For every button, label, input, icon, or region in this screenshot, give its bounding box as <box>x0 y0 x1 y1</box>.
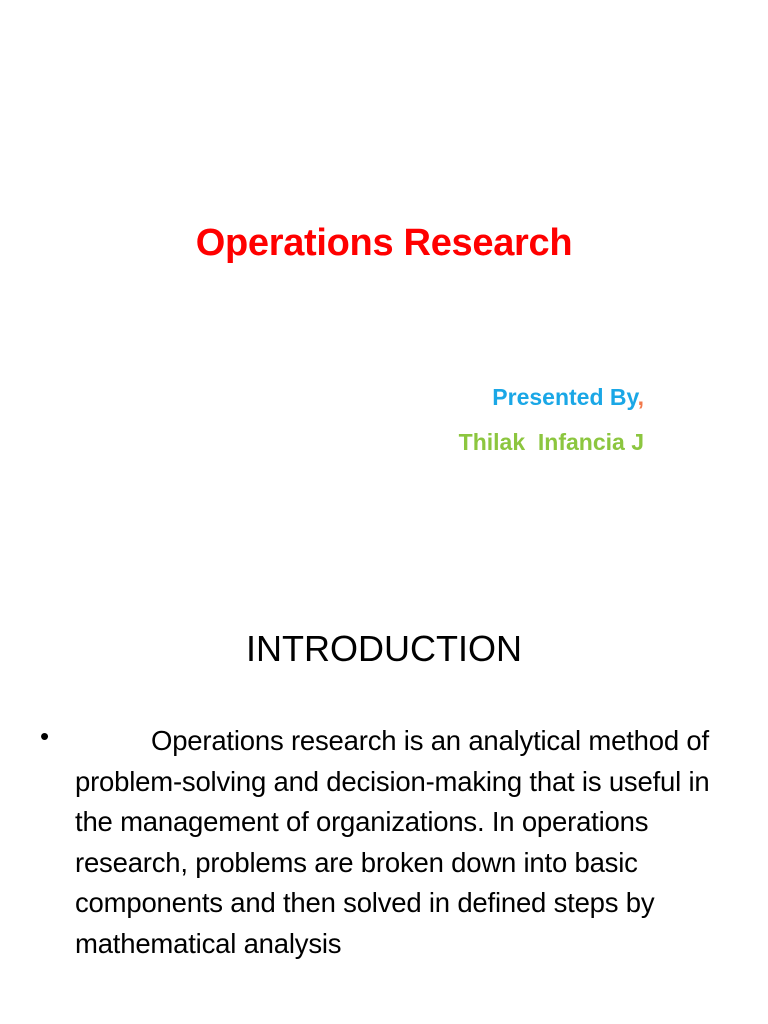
bullet-dot-icon: • <box>40 721 50 751</box>
bullet-item <box>40 721 730 964</box>
slide-title: Operations Research <box>195 222 573 264</box>
bullet-text: Operations research is an analytical method of problem-solving and decision-making that is useful in the management of organizations. In operations research, problems are broken down into basic components and then solved in defined steps by mathematical analysis <box>75 725 710 959</box>
presenter-block <box>459 380 644 459</box>
introduction-slide <box>0 576 768 1024</box>
presented-by-label <box>459 380 644 414</box>
presenter-name: Thilak Infancia J <box>458 429 644 455</box>
presented-by-comma: , <box>637 384 644 410</box>
bullet-paragraph <box>75 721 730 964</box>
introduction-heading: INTRODUCTION <box>246 628 522 669</box>
presented-by-text: Presented By <box>492 384 638 410</box>
